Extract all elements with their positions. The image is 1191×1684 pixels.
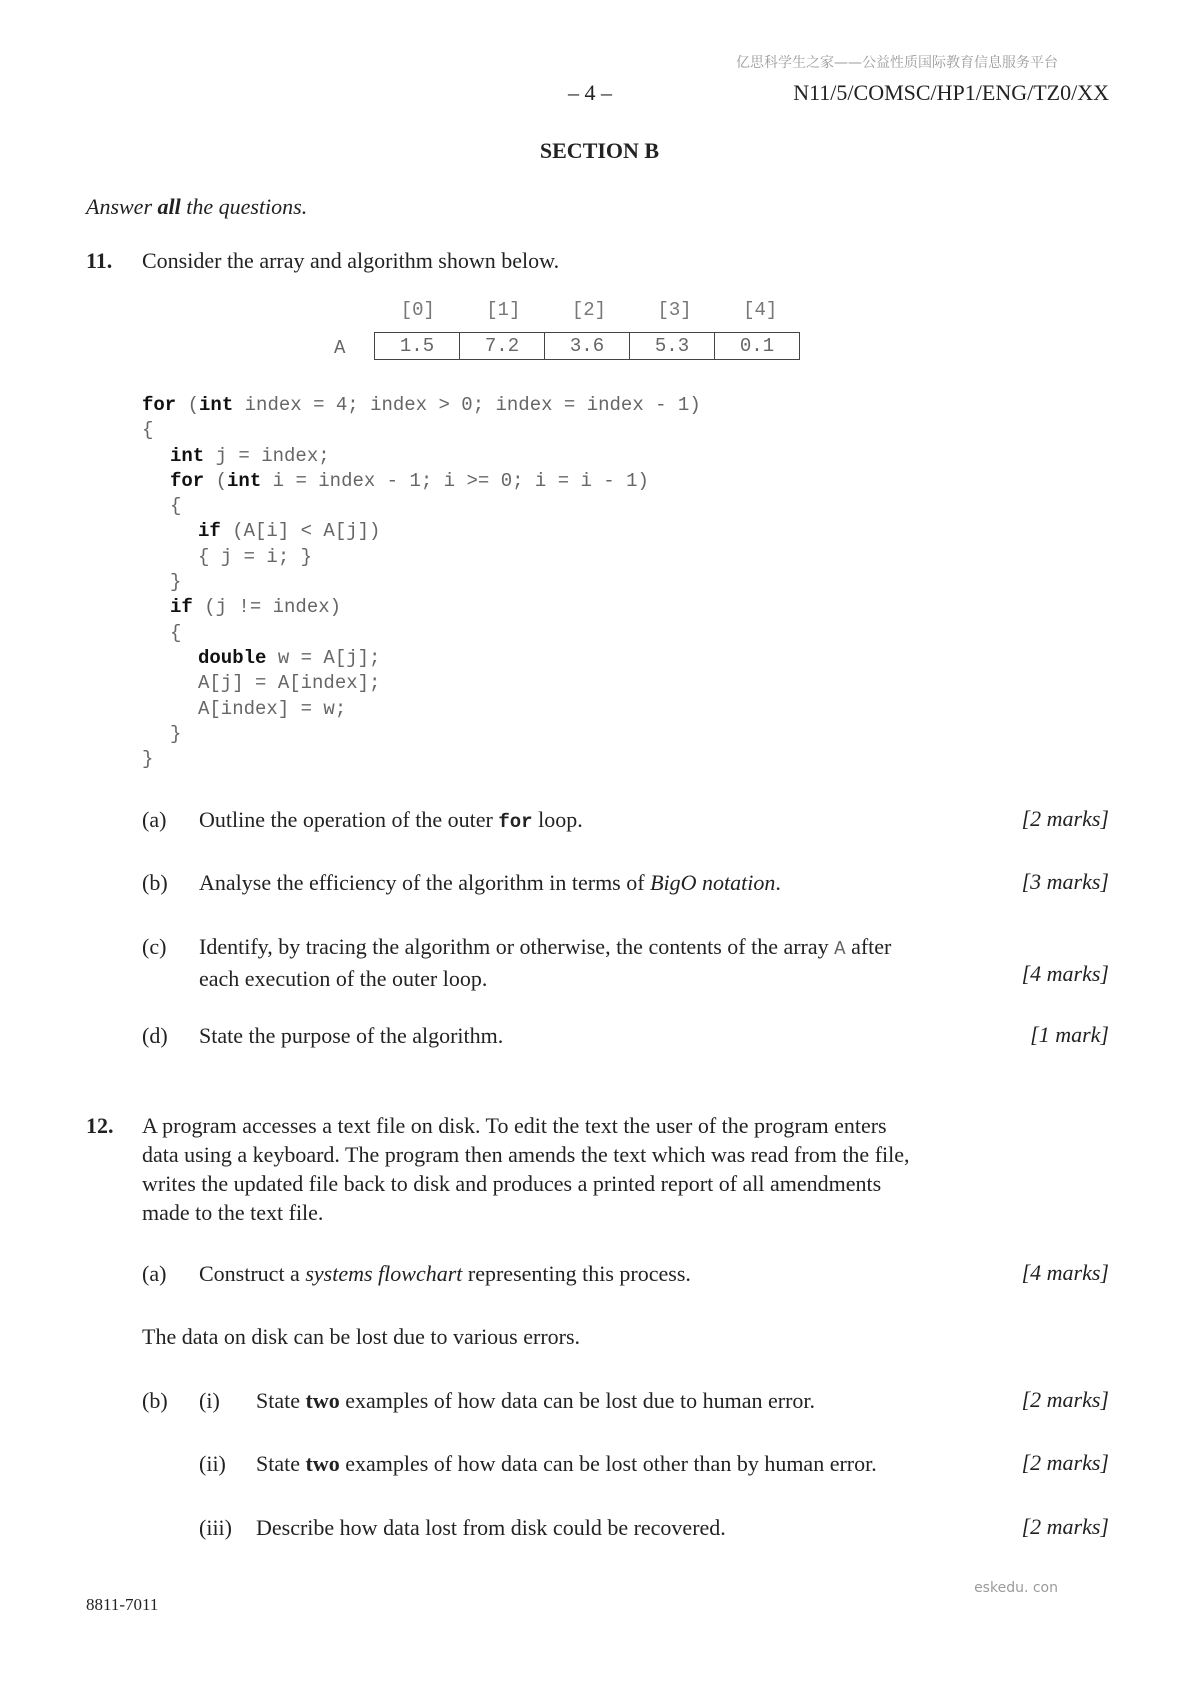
q11b-label: (b): [142, 870, 168, 895]
q12bii-label: (ii): [199, 1451, 226, 1476]
code-line: }: [142, 748, 154, 771]
q11-number: 11.: [86, 248, 113, 273]
array-row: [375, 333, 800, 360]
array-cell: 3.6: [545, 333, 630, 360]
q11d-label: (d): [142, 1023, 168, 1048]
q12-number: 12.: [86, 1113, 114, 1138]
q12-stem-line: writes the updated file back to disk and produces a printed report of all amendments: [142, 1171, 882, 1196]
array-table: [374, 332, 800, 360]
code-line: {: [170, 495, 182, 518]
q12biii-label: (iii): [199, 1515, 232, 1540]
q11d-text: State the purpose of the algorithm.: [199, 1023, 504, 1048]
q12a-text: Construct a systems flowchart representing this process.: [199, 1261, 691, 1286]
code-line: double w = A[j];: [198, 646, 381, 669]
q12-interlude: The data on disk can be lost due to various errors.: [142, 1324, 581, 1349]
q12a-label: (a): [142, 1261, 167, 1286]
instruction: [86, 193, 307, 221]
q12biii-marks: [2 marks]: [1021, 1514, 1109, 1539]
footer-watermark: eskedu. con: [974, 1580, 1058, 1596]
q11b-text: Analyse the efficiency of the algorithm in terms of BigO notation.: [199, 870, 781, 895]
array-index: [4]: [743, 299, 778, 321]
code-line: {: [142, 419, 154, 442]
array-index: [3]: [657, 299, 692, 321]
code-line: {: [170, 621, 182, 644]
code-line: A[j] = A[index];: [198, 672, 381, 695]
array-cell: 0.1: [715, 333, 800, 360]
instruction-post: the questions.: [180, 194, 308, 219]
q12-stem-line: data using a keyboard. The program then amends the text which was read from the file,: [142, 1142, 910, 1167]
code-line: int j = index;: [170, 444, 330, 467]
code-line: if (j != index): [170, 596, 342, 619]
footer-code: 8811-7011: [86, 1595, 159, 1614]
q11c-marks: [4 marks]: [1021, 961, 1109, 986]
q12bii-text: State two examples of how data can be lost other than by human error.: [256, 1451, 877, 1476]
q11-stem: Consider the array and algorithm shown below.: [142, 248, 560, 273]
code-line: for (int index = 4; index > 0; index = index - 1): [142, 394, 701, 416]
algorithm-code: [142, 393, 701, 772]
page-number: – 4 –: [568, 80, 612, 105]
code-line: for (int i = index - 1; i >= 0; i = i - 1): [170, 469, 649, 492]
array-cell: 7.2: [460, 333, 545, 360]
q11c-text: Identify, by tracing the algorithm or otherwise, the contents of the array A after each execution of the outer loop.: [199, 934, 892, 991]
instruction-bold: all: [157, 194, 181, 219]
q12b-label: (b): [142, 1388, 168, 1413]
code-line: A[index] = w;: [198, 697, 347, 720]
q12bii-marks: [2 marks]: [1021, 1450, 1109, 1475]
q12a-marks: [4 marks]: [1021, 1260, 1109, 1285]
q11a-text: Outline the operation of the outer for loop.: [199, 807, 583, 833]
q12-stem-line: A program accesses a text file on disk. To edit the text the user of the program enters: [142, 1113, 887, 1138]
code-line: if (A[i] < A[j]): [198, 520, 381, 543]
q11a-label: (a): [142, 807, 167, 832]
q11d-marks: [1 mark]: [1030, 1022, 1109, 1047]
array-name: A: [334, 337, 346, 359]
array-index: [1]: [486, 299, 521, 321]
code-line: }: [170, 722, 182, 745]
q12-stem: [142, 1111, 972, 1227]
section-title: SECTION B: [539, 138, 660, 163]
paper-code: N11/5/COMSC/HP1/ENG/TZ0/XX: [793, 80, 1109, 105]
array-cell: 5.3: [630, 333, 715, 360]
q11b-marks: [3 marks]: [1021, 869, 1109, 894]
code-line: { j = i; }: [198, 545, 313, 568]
inline-code: for: [498, 811, 533, 833]
array-cell: 1.5: [375, 333, 460, 360]
q12bi-label: (i): [199, 1388, 220, 1413]
q11a-marks: [2 marks]: [1021, 806, 1109, 831]
q12-stem-line: made to the text file.: [142, 1200, 324, 1225]
instruction-pre: Answer: [86, 194, 158, 219]
q12biii-text: Describe how data lost from disk could be recovered.: [256, 1515, 726, 1540]
q12bi-marks: [2 marks]: [1021, 1387, 1109, 1412]
q11c-label: (c): [142, 934, 167, 959]
array-index: [0]: [400, 299, 435, 321]
inline-code: A: [834, 938, 846, 960]
array-index: [2]: [571, 299, 607, 321]
code-line: }: [170, 571, 182, 594]
watermark-cn: 亿思科学生之家——公益性质国际教育信息服务平台: [736, 55, 1058, 71]
q12bi-text: State two examples of how data can be lost due to human error.: [256, 1388, 816, 1413]
array-indices: [375, 299, 803, 321]
